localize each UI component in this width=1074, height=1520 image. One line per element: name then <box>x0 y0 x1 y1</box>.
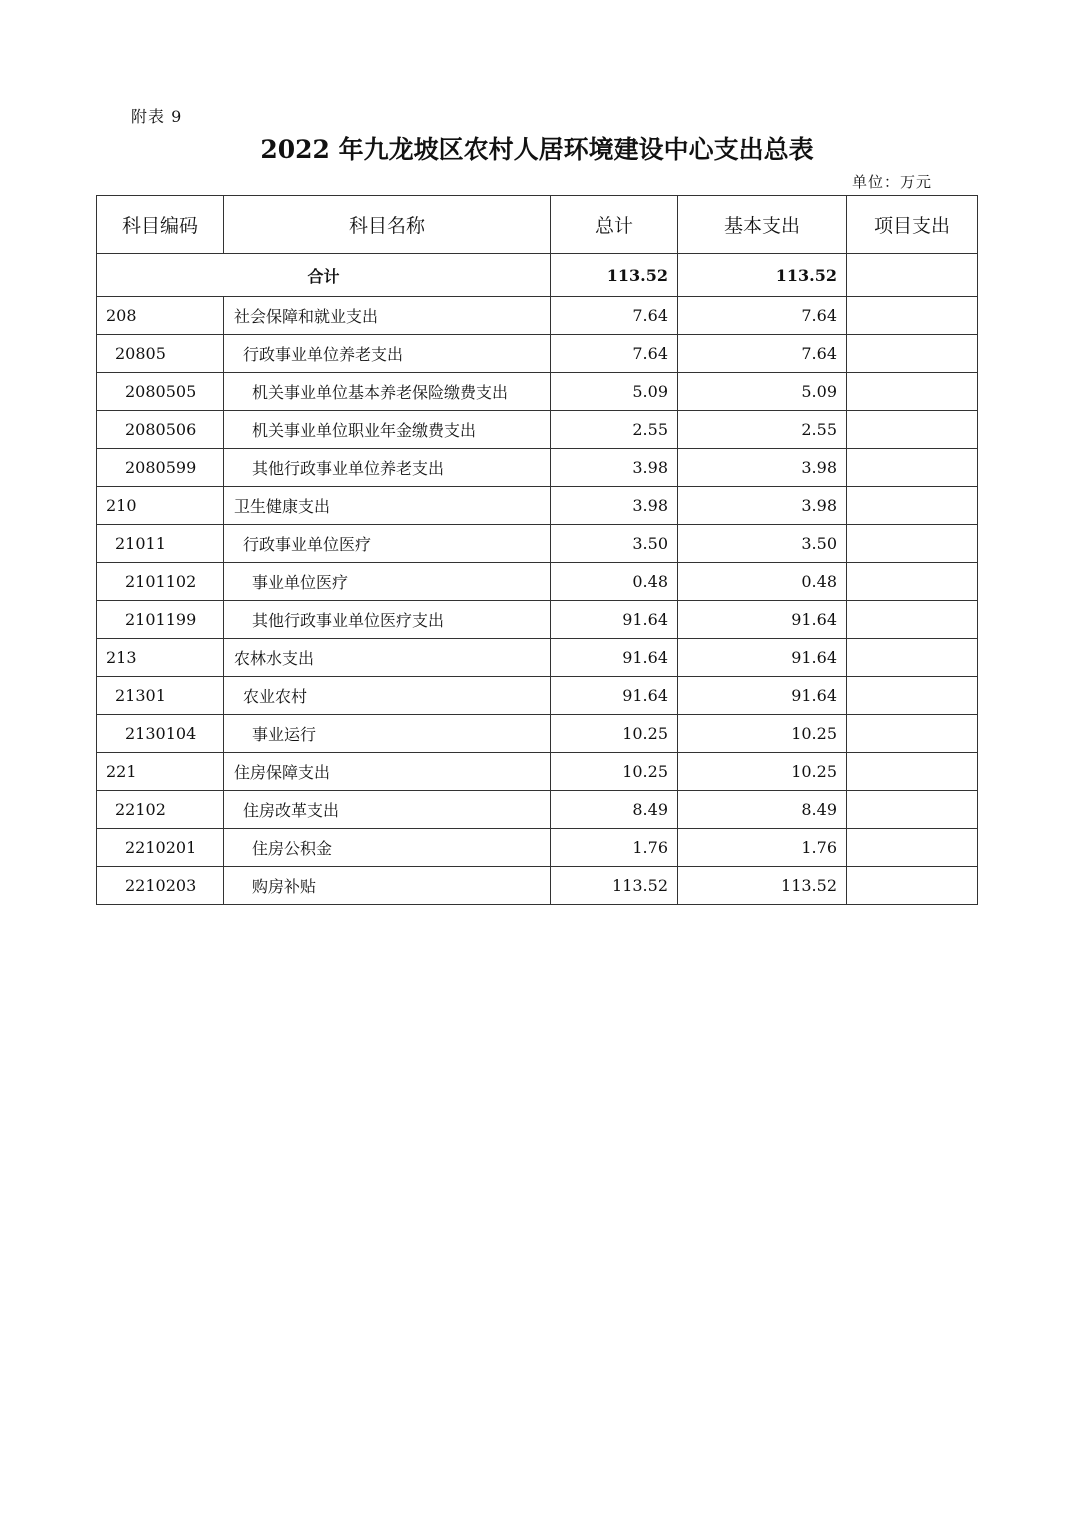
row-code: 208 <box>97 297 224 335</box>
row-code: 2101102 <box>97 563 224 601</box>
row-code: 221 <box>97 753 224 791</box>
row-code: 210 <box>97 487 224 525</box>
table-row <box>97 829 978 867</box>
row-name: 住房公积金 <box>224 829 551 867</box>
row-name: 行政事业单位医疗 <box>224 525 551 563</box>
row-basic: 91.64 <box>678 677 847 715</box>
table-row <box>97 563 978 601</box>
header-project: 项目支出 <box>847 196 978 254</box>
row-project <box>847 829 978 867</box>
row-project <box>847 373 978 411</box>
row-code: 2130104 <box>97 715 224 753</box>
row-total: 8.49 <box>551 791 678 829</box>
row-name: 购房补贴 <box>224 867 551 905</box>
row-basic: 8.49 <box>678 791 847 829</box>
row-basic: 1.76 <box>678 829 847 867</box>
unit-label: 单位：万元 <box>852 173 933 191</box>
row-total: 10.25 <box>551 715 678 753</box>
row-name: 事业单位医疗 <box>224 563 551 601</box>
row-total: 3.98 <box>551 449 678 487</box>
row-basic: 7.64 <box>678 297 847 335</box>
row-code: 2080505 <box>97 373 224 411</box>
row-name: 住房保障支出 <box>224 753 551 791</box>
row-code: 2210203 <box>97 867 224 905</box>
row-total: 0.48 <box>551 563 678 601</box>
row-code: 213 <box>97 639 224 677</box>
header-name: 科目名称 <box>224 196 551 254</box>
row-basic: 5.09 <box>678 373 847 411</box>
row-code: 21301 <box>97 677 224 715</box>
row-code: 2080599 <box>97 449 224 487</box>
table-row <box>97 487 978 525</box>
table-row <box>97 677 978 715</box>
row-project <box>847 335 978 373</box>
row-basic: 10.25 <box>678 715 847 753</box>
expenditure-table <box>96 195 978 905</box>
table-row <box>97 373 978 411</box>
row-code: 22102 <box>97 791 224 829</box>
header-basic: 基本支出 <box>678 196 847 254</box>
row-total: 3.50 <box>551 525 678 563</box>
row-total: 5.09 <box>551 373 678 411</box>
table-row <box>97 411 978 449</box>
row-project <box>847 639 978 677</box>
row-code: 2080506 <box>97 411 224 449</box>
total-total: 113.52 <box>551 254 678 297</box>
row-name: 其他行政事业单位医疗支出 <box>224 601 551 639</box>
table-row <box>97 791 978 829</box>
row-name: 农业农村 <box>224 677 551 715</box>
row-basic: 113.52 <box>678 867 847 905</box>
header-total: 总计 <box>551 196 678 254</box>
row-basic: 3.50 <box>678 525 847 563</box>
row-name: 其他行政事业单位养老支出 <box>224 449 551 487</box>
row-name: 行政事业单位养老支出 <box>224 335 551 373</box>
row-project <box>847 753 978 791</box>
row-project <box>847 791 978 829</box>
row-total: 10.25 <box>551 753 678 791</box>
row-basic: 0.48 <box>678 563 847 601</box>
row-basic: 91.64 <box>678 639 847 677</box>
row-basic: 91.64 <box>678 601 847 639</box>
row-basic: 3.98 <box>678 487 847 525</box>
row-project <box>847 563 978 601</box>
table-row <box>97 335 978 373</box>
row-name: 卫生健康支出 <box>224 487 551 525</box>
table-row <box>97 449 978 487</box>
row-total: 7.64 <box>551 335 678 373</box>
row-project <box>847 487 978 525</box>
row-project <box>847 411 978 449</box>
row-project <box>847 867 978 905</box>
table-row <box>97 867 978 905</box>
row-basic: 10.25 <box>678 753 847 791</box>
row-name: 机关事业单位基本养老保险缴费支出 <box>224 373 551 411</box>
table-row <box>97 297 978 335</box>
row-project <box>847 715 978 753</box>
row-project <box>847 297 978 335</box>
total-label: 合计 <box>97 254 551 297</box>
row-code: 2101199 <box>97 601 224 639</box>
row-basic: 2.55 <box>678 411 847 449</box>
table-row <box>97 715 978 753</box>
row-project <box>847 601 978 639</box>
row-project <box>847 449 978 487</box>
row-total: 91.64 <box>551 639 678 677</box>
total-basic: 113.52 <box>678 254 847 297</box>
row-total: 91.64 <box>551 601 678 639</box>
row-basic: 3.98 <box>678 449 847 487</box>
row-total: 2.55 <box>551 411 678 449</box>
total-row <box>97 254 978 297</box>
row-project <box>847 525 978 563</box>
row-basic: 7.64 <box>678 335 847 373</box>
total-project <box>847 254 978 297</box>
row-total: 1.76 <box>551 829 678 867</box>
row-total: 113.52 <box>551 867 678 905</box>
attachment-label: 附表 9 <box>131 107 183 126</box>
row-total: 7.64 <box>551 297 678 335</box>
table-row <box>97 639 978 677</box>
row-code: 20805 <box>97 335 224 373</box>
row-code: 21011 <box>97 525 224 563</box>
row-code: 2210201 <box>97 829 224 867</box>
row-name: 农林水支出 <box>224 639 551 677</box>
table-header-row <box>97 196 978 254</box>
table-row <box>97 753 978 791</box>
table-row <box>97 525 978 563</box>
row-total: 3.98 <box>551 487 678 525</box>
row-total: 91.64 <box>551 677 678 715</box>
row-name: 住房改革支出 <box>224 791 551 829</box>
row-name: 事业运行 <box>224 715 551 753</box>
page-title: 2022 年九龙坡区农村人居环境建设中心支出总表 <box>260 135 814 164</box>
row-project <box>847 677 978 715</box>
row-name: 机关事业单位职业年金缴费支出 <box>224 411 551 449</box>
row-name: 社会保障和就业支出 <box>224 297 551 335</box>
table-row <box>97 601 978 639</box>
header-code: 科目编码 <box>97 196 224 254</box>
